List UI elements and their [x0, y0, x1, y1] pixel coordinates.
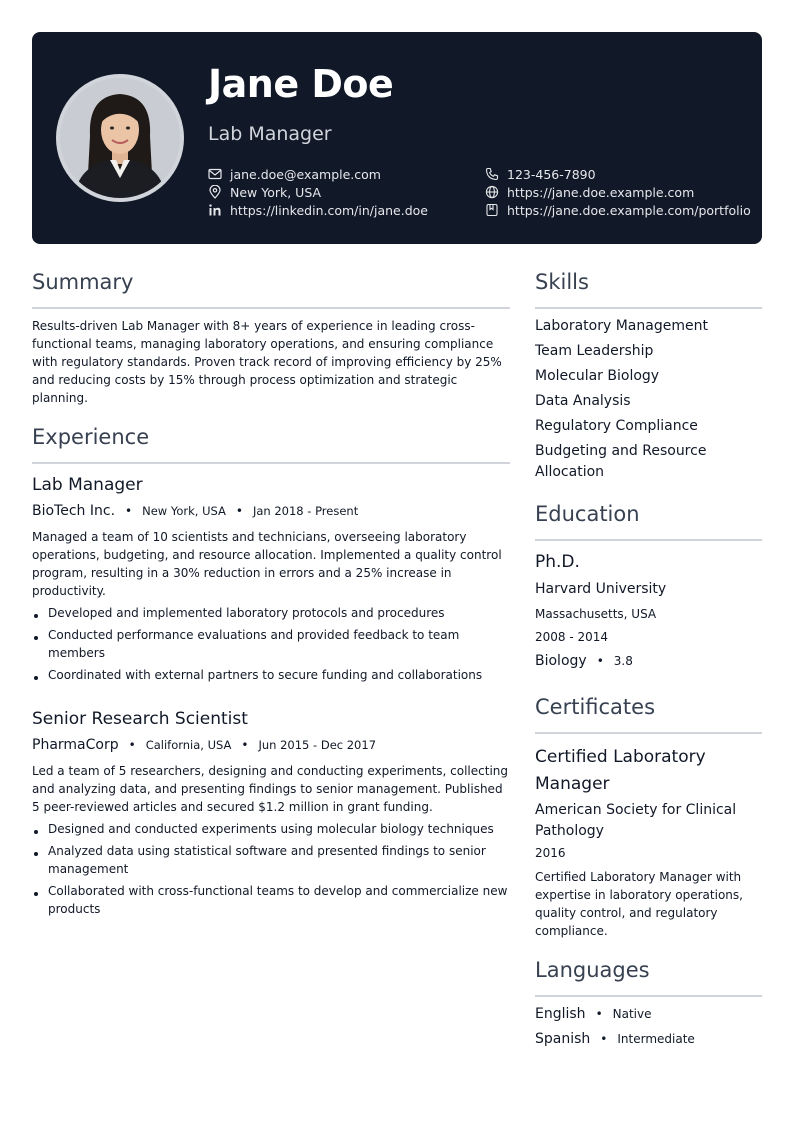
languages-divider — [535, 995, 762, 997]
separator-dot: • — [596, 654, 604, 668]
list-item: Designed and conducted experiments using molecular biology techniques — [32, 820, 510, 838]
skills-divider — [535, 307, 762, 309]
separator-dot: • — [235, 504, 243, 518]
contact-portfolio[interactable] — [485, 201, 751, 219]
language-level: Native — [612, 1007, 652, 1021]
separator-dot: • — [125, 504, 133, 518]
job-dates: Jun 2015 - Dec 2017 — [258, 738, 377, 752]
job-location: California, USA — [145, 738, 232, 752]
candidate-title: Lab Manager — [208, 123, 332, 145]
certificates-divider — [535, 732, 762, 734]
certificate-description: Certified Laboratory Manager with expertise in laboratory operations, quality control, and regulatory compliance. — [535, 870, 743, 938]
language-row — [535, 1006, 652, 1022]
education-location: Massachusetts, USA — [535, 607, 657, 621]
skills-list — [535, 316, 762, 487]
job-title: Lab Manager — [32, 475, 143, 495]
contact-phone-text: 123-456-7890 — [507, 166, 596, 182]
location-icon — [208, 185, 222, 199]
education-dates: 2008 - 2014 — [535, 630, 609, 644]
skill-item: Molecular Biology — [535, 368, 660, 384]
contact-email[interactable] — [208, 165, 381, 183]
job-company: BioTech Inc. — [32, 503, 116, 519]
job-bullet-list — [32, 604, 510, 688]
linkedin-icon — [208, 203, 222, 217]
contact-phone[interactable] — [485, 165, 596, 183]
list-item: Conducted performance evaluations and provided feedback to team members — [32, 626, 510, 662]
job-description: Led a team of 5 researchers, designing and conducting experiments, collecting and analyzing data, and presenting findings to senior management. Published 5 peer-reviewed articles and secured $1.2 million in grant funding. — [32, 764, 509, 814]
resume-header — [32, 32, 762, 244]
job-title: Senior Research Scientist — [32, 709, 248, 729]
candidate-name: Jane Doe — [208, 62, 394, 106]
language-row — [535, 1031, 695, 1047]
separator-dot: • — [128, 738, 136, 752]
education-field-row — [535, 653, 633, 669]
job-meta — [32, 737, 376, 753]
language-name: Spanish — [535, 1031, 591, 1047]
skill-item: Team Leadership — [535, 343, 654, 359]
contact-email-text: jane.doe@example.com — [230, 166, 381, 182]
experience-heading: Experience — [32, 425, 150, 449]
education-heading: Education — [535, 502, 640, 526]
list-item: Analyzed data using statistical software and presented findings to senior management — [32, 842, 510, 878]
job-dates: Jan 2018 - Present — [252, 504, 359, 518]
education-divider — [535, 539, 762, 541]
job-meta — [32, 503, 358, 519]
skill-item: Laboratory Management — [535, 318, 708, 334]
experience-divider — [32, 462, 510, 464]
job-description: Managed a team of 10 scientists and technicians, overseeing laboratory operations, budgeting, and resource allocation. Implemented a quality control program, resulting in a 30% reduction in errors and a 25% increase in productivity. — [32, 530, 502, 598]
summary-heading: Summary — [32, 270, 134, 294]
education-degree: Ph.D. — [535, 552, 580, 572]
contact-location-text: New York, USA — [230, 184, 322, 200]
summary-text: Results-driven Lab Manager with 8+ years of experience in leading cross-functional teams, managing laboratory operations, and ensuring compliance with regulatory standards. Proven track record of improving efficiency by 25% and reducing costs by 15% through process optimization and strategic planning. — [32, 319, 502, 405]
email-icon — [208, 167, 222, 181]
language-name: English — [535, 1006, 586, 1022]
skills-heading: Skills — [535, 270, 589, 294]
job-bullet-list — [32, 820, 510, 922]
portfolio-icon — [485, 203, 499, 217]
education-gpa: 3.8 — [613, 654, 633, 668]
contact-website-text: https://jane.doe.example.com — [507, 184, 695, 200]
certificate-name: Certified Laboratory Manager — [535, 747, 706, 794]
contact-location — [208, 183, 321, 201]
skill-item: Budgeting and Resource Allocation — [535, 443, 707, 480]
certificate-issuer: American Society for Clinical Pathology — [535, 802, 737, 839]
profile-photo-illustration — [60, 78, 180, 198]
contact-linkedin-text: https://linkedin.com/in/jane.doe — [230, 202, 428, 218]
language-level: Intermediate — [617, 1032, 695, 1046]
summary-divider — [32, 307, 510, 309]
contact-linkedin[interactable] — [208, 201, 428, 219]
phone-icon — [485, 167, 499, 181]
contact-portfolio-text: https://jane.doe.example.com/portfolio — [507, 202, 751, 218]
separator-dot: • — [600, 1032, 608, 1046]
list-item: Coordinated with external partners to secure funding and collaborations — [32, 666, 510, 684]
globe-icon — [485, 185, 499, 199]
certificate-year: 2016 — [535, 846, 566, 860]
list-item: Collaborated with cross-functional teams to develop and commercialize new products — [32, 882, 510, 918]
profile-photo — [56, 74, 184, 202]
contact-website[interactable] — [485, 183, 694, 201]
separator-dot: • — [595, 1007, 603, 1021]
separator-dot: • — [241, 738, 249, 752]
job-location: New York, USA — [142, 504, 226, 518]
education-field: Biology — [535, 653, 587, 669]
languages-heading: Languages — [535, 958, 650, 982]
job-company: PharmaCorp — [32, 737, 119, 753]
certificates-heading: Certificates — [535, 695, 656, 719]
education-school: Harvard University — [535, 581, 667, 597]
skill-item: Regulatory Compliance — [535, 418, 698, 434]
skill-item: Data Analysis — [535, 393, 631, 409]
list-item: Developed and implemented laboratory protocols and procedures — [32, 604, 510, 622]
